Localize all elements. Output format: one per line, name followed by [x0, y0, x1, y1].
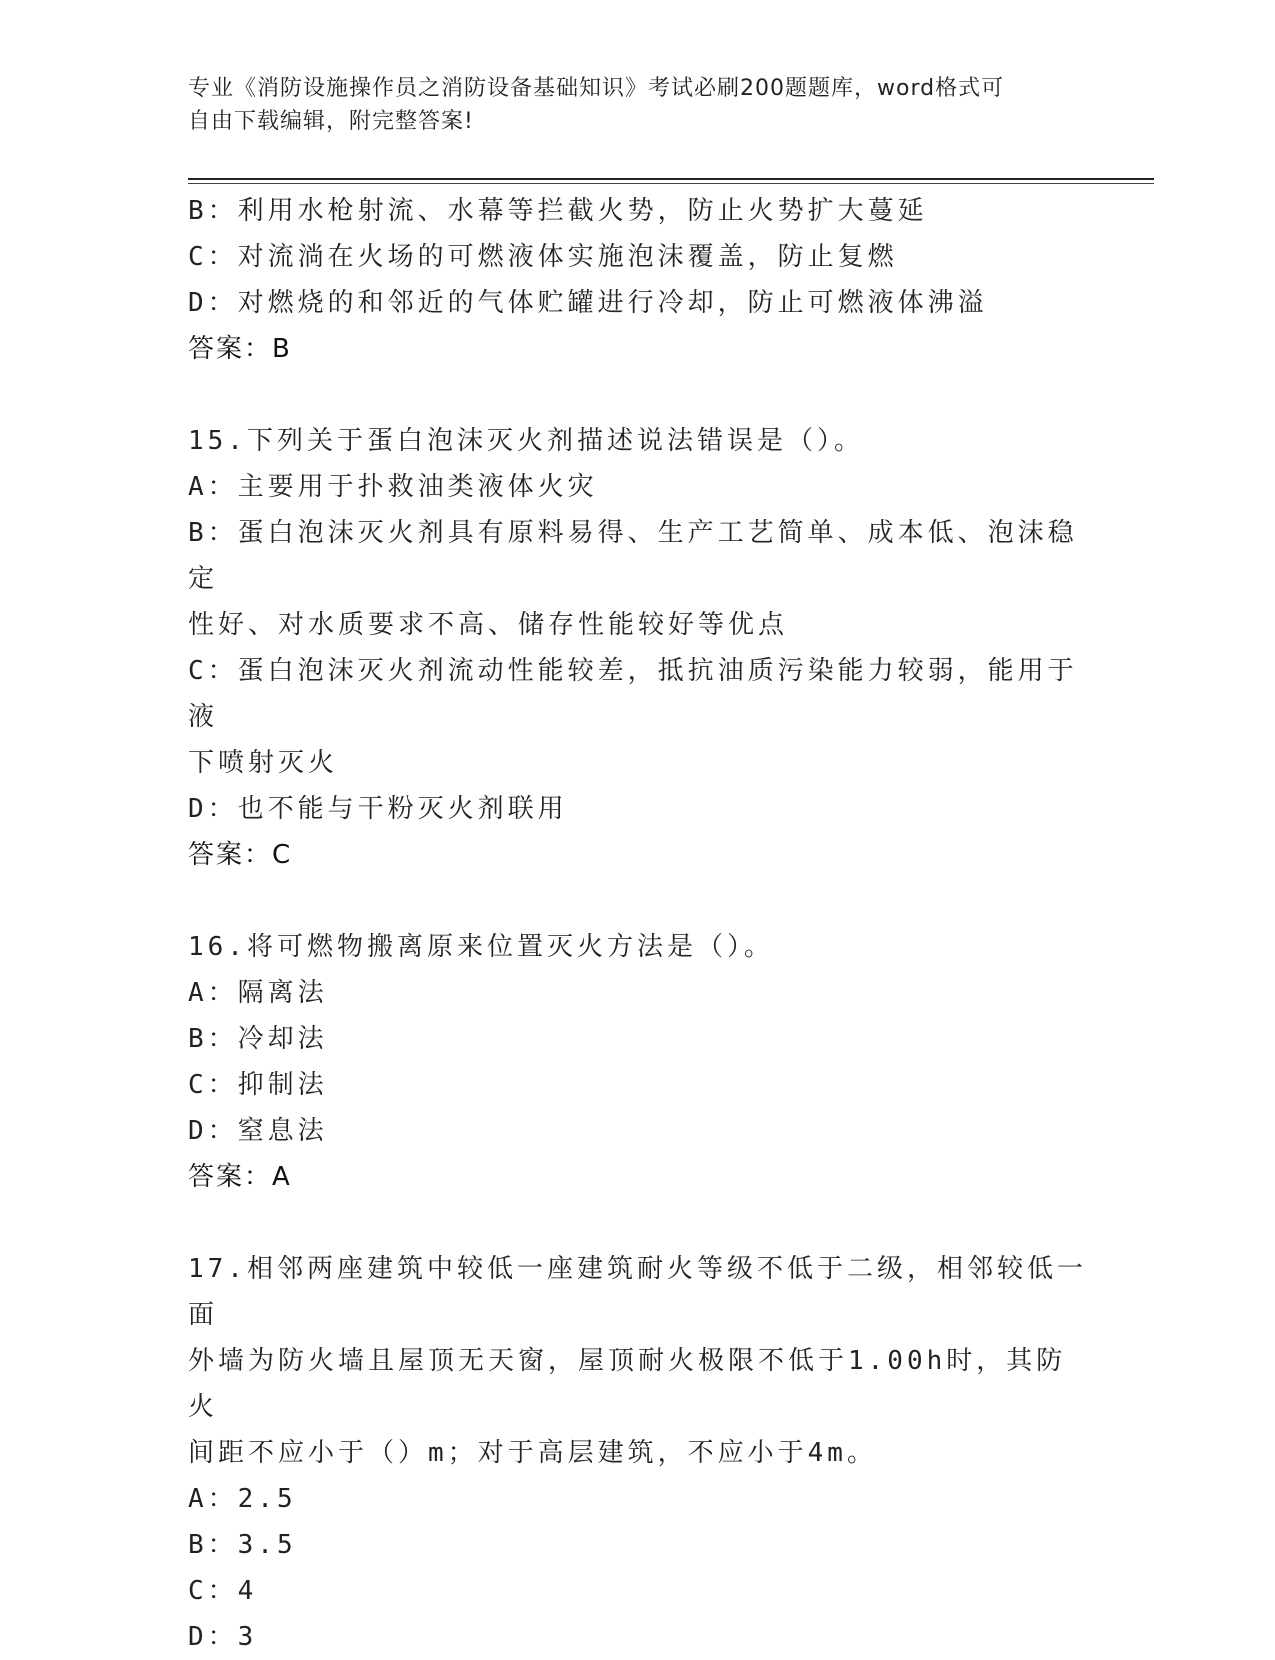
header-divider-thin: [188, 183, 1154, 184]
option-c-continued: 下喷射灭火: [188, 748, 339, 778]
spacer: [188, 878, 1088, 924]
option-a: A：主要用于扑救油类液体火灾: [188, 472, 598, 502]
spacer: [188, 372, 1088, 418]
option-c: C：对流淌在火场的可燃液体实施泡沫覆盖，防止复燃: [188, 242, 898, 272]
answer: 答案：C: [188, 840, 293, 870]
question-16: [188, 924, 1088, 1200]
option-b: B：蛋白泡沫灭火剂具有原料易得、生产工艺简单、成本低、泡沫稳定: [188, 518, 1078, 594]
header-line-2: 自由下载编辑，附完整答案!: [188, 109, 474, 134]
question-stem: 17.相邻两座建筑中较低一座建筑耐火等级不低于二级，相邻较低一面: [188, 1254, 1087, 1330]
option-a: A：2.5: [188, 1484, 297, 1514]
header-line-1: 专业《消防设施操作员之消防设备基础知识》考试必刷200题题库，word格式可: [188, 76, 1005, 101]
option-d: D：窒息法: [188, 1116, 328, 1146]
option-d: D：3: [188, 1622, 258, 1652]
document-body: [188, 188, 1088, 1660]
question-stem: 15.下列关于蛋白泡沫灭火剂描述说法错误是（）。: [188, 426, 864, 456]
option-b: B：3.5: [188, 1530, 297, 1560]
header-divider-thick: [188, 178, 1154, 180]
option-a: A：隔离法: [188, 978, 328, 1008]
question-stem-continued: 外墙为防火墙且屋顶无天窗，屋顶耐火极限不低于1.00h时，其防火: [188, 1346, 1067, 1422]
question-17: [188, 1246, 1088, 1660]
question-stem-continued: 间距不应小于（）m；对于高层建筑，不应小于4m。: [188, 1438, 877, 1468]
option-d: D：也不能与干粉灭火剂联用: [188, 794, 568, 824]
option-b-continued: 性好、对水质要求不高、储存性能较好等优点: [188, 610, 789, 640]
spacer: [188, 1200, 1088, 1246]
option-b: B：利用水枪射流、水幕等拦截火势，防止火势扩大蔓延: [188, 196, 928, 226]
option-b: B：冷却法: [188, 1024, 328, 1054]
question-15: [188, 418, 1088, 878]
answer: 答案：B: [188, 334, 292, 364]
page-header: [188, 72, 1068, 138]
option-d: D：对燃烧的和邻近的气体贮罐进行冷却，防止可燃液体沸溢: [188, 288, 988, 318]
option-c: C：抑制法: [188, 1070, 328, 1100]
option-c: C：蛋白泡沫灭火剂流动性能较差，抵抗油质污染能力较弱，能用于液: [188, 656, 1078, 732]
option-c: C：4: [188, 1576, 258, 1606]
question-14-tail: [188, 188, 1088, 372]
answer: 答案：A: [188, 1162, 292, 1192]
question-stem: 16.将可燃物搬离原来位置灭火方法是（）。: [188, 932, 774, 962]
